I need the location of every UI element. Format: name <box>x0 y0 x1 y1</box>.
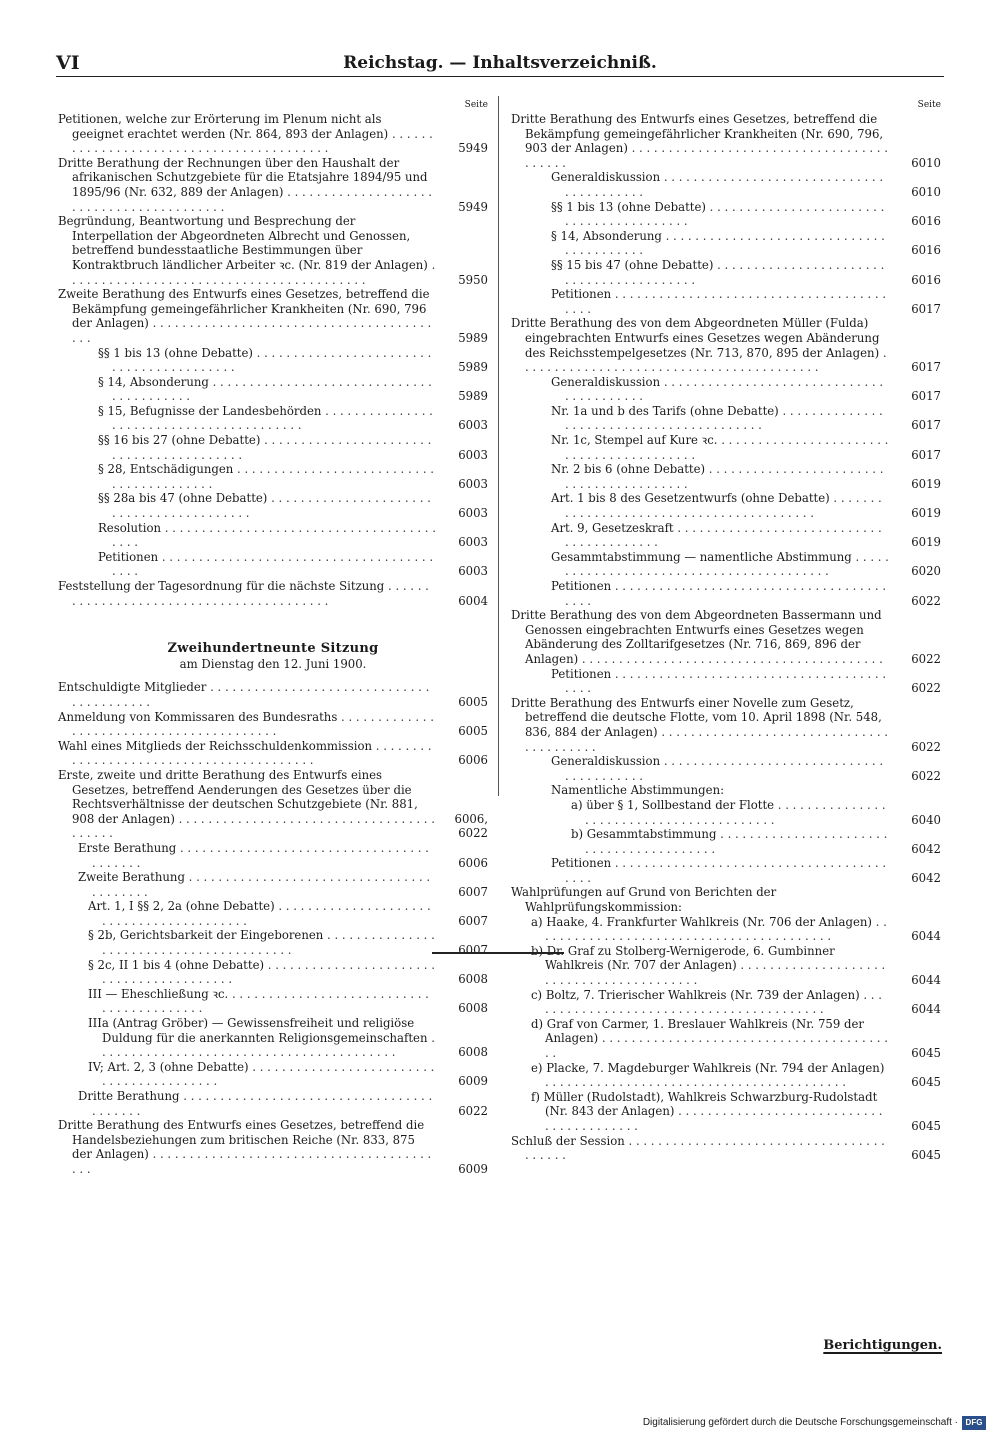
toc-entry <box>58 579 488 608</box>
toc-entry <box>58 899 488 928</box>
toc-entry-page: 6022 <box>911 593 941 608</box>
toc-entry-text: Nr. 2 bis 6 (ohne Debatte) . . . <box>551 462 883 491</box>
toc-entry <box>58 680 488 709</box>
toc-entry-page: 6020 <box>911 564 941 579</box>
toc-entry <box>58 156 488 214</box>
toc-entry-text: Art. 1 bis 8 des Gesetzentwurfs (ohne Debatte) . . . <box>551 491 882 520</box>
toc-entry <box>511 783 941 798</box>
toc-entry <box>511 798 941 827</box>
toc-entry-text: Petitionen . . . <box>98 550 433 579</box>
toc-entry <box>511 550 941 579</box>
toc-entry-page: 6022 <box>911 768 941 783</box>
toc-entry <box>58 112 488 156</box>
toc-entry-page: 5950 <box>458 272 488 287</box>
toc-entry-text: Gesammtabstimmung — namentliche Abstimmung . . . <box>551 550 889 579</box>
toc-entry-page: 6003 <box>458 535 488 550</box>
right-column <box>511 98 941 1163</box>
toc-entry-text: Begründung, Beantwortung und Besprechung der Interpellation der Abgeordneten Albrecht und Genossen, betreffend bundesstaatliche Bestimmungen über Kontraktbruch ländlicher Arbeiter ꝛc. (Nr. 819 der Anlagen) . . . <box>58 214 435 286</box>
toc-entry <box>58 1060 488 1089</box>
toc-entry-page: 6017 <box>911 360 941 375</box>
end-rule <box>432 952 564 954</box>
toc-entry-text: Feststellung der Tagesordnung für die nächste Sitzung . . . <box>58 579 429 608</box>
toc-entry <box>511 433 941 462</box>
toc-entry-page: 6042 <box>911 841 941 856</box>
toc-entry-page: 6022 <box>911 739 941 754</box>
toc-entry-text: Dritte Berathung . . . <box>78 1089 432 1118</box>
toc-entry <box>511 404 941 433</box>
toc-entry-text: Erste, zweite und dritte Berathung des Entwurfs eines Gesetzes, betreffend Aenderungen des Gesetzes über die Rechtsverhältnisse der deutschen Schutzgebiete (Nr. 881, 908 der Anlagen) . . . <box>58 768 435 840</box>
toc-entry-page: 6019 <box>911 535 941 550</box>
toc-entry-text: f) Müller (Rudolstadt), Wahlkreis Schwarzburg-Rudolstadt (Nr. 843 der Anlagen) . . . <box>531 1090 882 1133</box>
toc-entry-page: 6003 <box>458 447 488 462</box>
toc-entry-page: 6045 <box>911 1118 941 1133</box>
toc-entry <box>511 696 941 754</box>
toc-entry-text: §§ 28a bis 47 (ohne Debatte) . . . <box>98 491 431 520</box>
page-header <box>56 52 944 77</box>
toc-entry-page: 6007 <box>458 943 488 958</box>
dfg-logo: DFG <box>962 1416 986 1430</box>
toc-entry-text: Dritte Berathung des von dem Abgeordneten Bassermann und Genossen eingebrachten Entwurfs eines Gesetzes wegen Abänderung des Zolltarifgesetzes (Nr. 716, 869, 896 der Anlagen) . . . <box>511 608 883 666</box>
toc-entry-page: 6017 <box>911 418 941 433</box>
toc-entry-page: 6022 <box>911 651 941 666</box>
toc-entry-text: Entschuldigte Mitglieder . . . <box>58 680 429 709</box>
toc-entry-page: 6042 <box>911 870 941 885</box>
toc-entry-page: 6003 <box>458 418 488 433</box>
toc-entry-page: 6016 <box>911 214 941 229</box>
toc-entry <box>58 987 488 1016</box>
toc-entry-page: 6022 <box>458 1103 488 1118</box>
toc-entry-page: 6044 <box>911 1002 941 1017</box>
toc-entry-page: 6003 <box>458 476 488 491</box>
toc-entry <box>58 928 488 957</box>
toc-entry-page: 6008 <box>458 1001 488 1016</box>
toc-entry-page: 6007 <box>458 913 488 928</box>
toc-entry-page: 5949 <box>458 199 488 214</box>
toc-entry-text: c) Boltz, 7. Trierischer Wahlkreis (Nr. 739 der Anlagen) . . . <box>531 988 882 1017</box>
toc-entry-text: § 28, Entschädigungen . . . <box>98 462 434 491</box>
toc-entry <box>511 491 941 520</box>
toc-entry-text: § 15, Befugnisse der Landesbehörden . . . <box>98 404 433 433</box>
page-number: VI <box>56 52 80 74</box>
toc-entry-page: 5989 <box>458 389 488 404</box>
toc-entry <box>511 915 941 944</box>
toc-entry <box>511 112 941 170</box>
toc-entry <box>511 170 941 199</box>
toc-entry-text: Zweite Berathung des Entwurfs eines Gesetzes, betreffend die Bekämpfung gemeingefährlicher Krankheiten (Nr. 690, 796 der Anlagen) . . . <box>58 287 431 345</box>
toc-entry-page: 6003 <box>458 564 488 579</box>
session-date: am Dienstag den 12. Juni 1900. <box>179 656 367 671</box>
toc-entry-page: 6040 <box>911 812 941 827</box>
toc-entry-text: Petitionen . . . <box>551 667 886 696</box>
page-title: Reichstag. — Inhaltsverzeichniß. <box>343 53 657 73</box>
toc-entry <box>58 768 488 841</box>
toc-entry-page: 5989 <box>458 330 488 345</box>
toc-entry-page: 5989 <box>458 360 488 375</box>
toc-entry <box>511 229 941 258</box>
toc-entry <box>58 870 488 899</box>
toc-entry <box>511 200 941 229</box>
toc-entry <box>58 214 488 287</box>
toc-entry-text: Resolution . . . <box>98 521 436 550</box>
toc-entry <box>511 944 941 988</box>
toc-entry-text: Dritte Berathung des Entwurfs eines Gesetzes, betreffend die Handelsbeziehungen zum britischen Reiche (Nr. 833, 875 der Anlagen) . . . <box>58 1118 431 1176</box>
toc-entry-page: 6017 <box>911 389 941 404</box>
toc-entry-text: Wahl eines Mitglieds der Reichsschuldenkommission . . . <box>58 739 432 768</box>
toc-entry <box>511 1090 941 1134</box>
toc-entry-page: 6003 <box>458 506 488 521</box>
toc-entry <box>511 1017 941 1061</box>
toc-entry <box>58 346 488 375</box>
toc-entry-text: Art. 9, Gesetzeskraft . . . <box>551 521 882 550</box>
toc-entry <box>511 608 941 666</box>
seite-label-left: Seite <box>464 100 488 110</box>
right-entry-list <box>511 112 941 1163</box>
toc-entry-page: 6045 <box>911 1046 941 1060</box>
toc-entry-text: Art. 1, I §§ 2, 2a (ohne Debatte) . . . <box>88 899 431 928</box>
left-entry-list-2 <box>58 680 488 1176</box>
toc-entry <box>511 988 941 1017</box>
toc-entry <box>58 375 488 404</box>
toc-entry-text: Dritte Berathung des Entwurfs einer Novelle zum Gesetz, betreffend die deutsche Flotte, vom 10. April 1898 (Nr. 548, 836, 884 der Anlagen) . . . <box>511 696 888 754</box>
toc-entry-text: b) Dr. Graf zu Stolberg-Wernigerode, 6. Gumbinner Wahlkreis (Nr. 707 der Anlagen) . . . <box>531 944 885 987</box>
toc-entry-text: III — Eheschließung ꝛc. . . . <box>88 987 429 1016</box>
toc-entry-text: Zweite Berathung . . . <box>78 870 430 899</box>
toc-entry <box>511 462 941 491</box>
session-title: Zweihundertneunte Sitzung <box>167 641 379 657</box>
toc-entry-page: 6006, 6022 <box>454 811 488 841</box>
toc-entry-page: 6019 <box>911 476 941 491</box>
toc-entry-text: § 2b, Gerichtsbarkeit der Eingeborenen . . . <box>88 928 435 957</box>
toc-entry <box>58 739 488 768</box>
toc-entry-text: Nr. 1a und b des Tarifs (ohne Debatte) . . . <box>551 404 883 433</box>
toc-entry <box>58 710 488 739</box>
toc-entry-page: 5949 <box>458 141 488 156</box>
toc-entry <box>511 521 941 550</box>
toc-entry <box>511 258 941 287</box>
toc-entry <box>511 316 941 374</box>
toc-entry-text: a) Haake, 4. Frankfurter Wahlkreis (Nr. 706 der Anlagen) . . . <box>531 915 887 944</box>
toc-entry-text: Petitionen, welche zur Erörterung im Plenum nicht als geeignet erachtet werden (Nr. 864, 893 der Anlagen) . . . <box>58 112 433 155</box>
toc-entry-text: Generaldiskussion . . . <box>551 375 883 404</box>
toc-entry-text: § 2c, II 1 bis 4 (ohne Debatte) . . . <box>88 958 435 987</box>
toc-entry-text: § 14, Absonderung . . . <box>551 229 885 258</box>
toc-entry-page: 6044 <box>911 929 941 944</box>
toc-entry-text: §§ 1 bis 13 (ohne Debatte) . . . <box>551 200 884 229</box>
toc-entry-text: §§ 1 bis 13 (ohne Debatte) . . . <box>98 346 431 375</box>
toc-entry <box>511 856 941 885</box>
toc-entry <box>511 579 941 608</box>
toc-entry-text: Petitionen . . . <box>551 856 886 885</box>
toc-entry-text: Wahlprüfungen auf Grund von Berichten der Wahlprüfungskommission: <box>511 885 777 915</box>
toc-entry-text: Dritte Berathung des von dem Abgeordneten Müller (Fulda) eingebrachten Entwurfs eines Gesetzes wegen Abänderung des Reichsstempelgesetzes (Nr. 713, 870, 895 der Anlagen) . . . <box>511 316 887 374</box>
toc-entry-text: IIIa (Antrag Gröber) — Gewissensfreiheit und religiöse Duldung für die anerkannten Religionsgemeinschaften . . . <box>88 1016 435 1059</box>
toc-entry <box>511 1134 941 1163</box>
toc-entry-page: 6016 <box>911 243 941 258</box>
toc-entry-text: IV; Art. 2, 3 (ohne Debatte) . . . <box>88 1060 434 1089</box>
toc-entry-page: 6008 <box>458 1045 488 1060</box>
toc-entry <box>511 287 941 316</box>
seite-label-right: Seite <box>917 100 941 110</box>
toc-entry-page: 6009 <box>458 1074 488 1089</box>
toc-entry-text: Dritte Berathung der Rechnungen über den Haushalt der afrikanischen Schutzgebiete für die Etatsjahre 1894/95 und 1895/96 (Nr. 632, 889 der Anlagen) . . . <box>58 156 432 214</box>
toc-entry-page: 6010 <box>911 155 941 170</box>
toc-entry <box>511 885 941 914</box>
toc-entry-page: 6022 <box>911 681 941 696</box>
toc-entry-text: Namentliche Abstimmungen: <box>551 783 725 798</box>
toc-entry-page: 6008 <box>458 972 488 987</box>
toc-entry-text: §§ 16 bis 27 (ohne Debatte) . . . <box>98 433 431 462</box>
toc-entry-page: 6019 <box>911 506 941 521</box>
toc-entry-text: a) über § 1, Sollbestand der Flotte . . . <box>571 798 886 827</box>
toc-entry <box>511 375 941 404</box>
toc-entry-page: 6006 <box>458 753 488 768</box>
toc-entry-text: b) Gesammtabstimmung . . . <box>571 827 887 856</box>
toc-entry-page: 6006 <box>458 855 488 870</box>
toc-entry-page: 6005 <box>458 724 488 739</box>
toc-entry <box>58 433 488 462</box>
toc-entry-page: 6007 <box>458 884 488 899</box>
toc-entry-page: 6016 <box>911 272 941 287</box>
toc-entry-text: Anmeldung von Kommissaren des Bundesraths . . . <box>58 710 434 739</box>
toc-entry-text: Petitionen . . . <box>551 287 886 316</box>
toc-entry <box>58 491 488 520</box>
toc-entry <box>58 1118 488 1176</box>
toc-entry <box>511 754 941 783</box>
toc-entry <box>58 287 488 345</box>
berichtigungen-heading: Berichtigungen. <box>823 1338 942 1353</box>
toc-entry <box>58 550 488 579</box>
toc-entry-page: 6004 <box>458 593 488 608</box>
toc-entry-text: d) Graf von Carmer, 1. Breslauer Wahlkreis (Nr. 759 der Anlagen) . . . <box>531 1017 888 1060</box>
toc-entry-text: e) Placke, 7. Magdeburger Wahlkreis (Nr. 794 der Anlagen) . . . <box>531 1061 884 1090</box>
toc-entry-text: §§ 15 bis 47 (ohne Debatte) . . . <box>551 258 884 287</box>
toc-entry <box>58 521 488 550</box>
toc-entry-text: Dritte Berathung des Entwurfs eines Gesetzes, betreffend die Bekämpfung gemeingefährlicher Krankheiten (Nr. 690, 796, 903 der Anlagen) . . . <box>511 112 888 170</box>
toc-entry <box>58 1089 488 1118</box>
toc-entry <box>511 1061 941 1090</box>
footer-credit: Digitalisierung gefördert durch die Deutsche Forschungsgemeinschaft · <box>642 1417 958 1428</box>
toc-entry-page: 6005 <box>458 694 488 709</box>
toc-entry <box>58 462 488 491</box>
toc-entry-text: Nr. 1c, Stempel auf Kure ꝛc. . . . <box>551 433 888 462</box>
left-entry-list <box>58 112 488 608</box>
column-divider <box>498 96 499 796</box>
toc-entry-text: Petitionen . . . <box>551 579 886 608</box>
toc-entry-page: 6017 <box>911 447 941 462</box>
toc-entry-text: Schluß der Session . . . <box>511 1134 885 1163</box>
toc-entry-page: 6045 <box>911 1148 941 1163</box>
toc-entry-text: Erste Berathung . . . <box>78 841 429 870</box>
left-column <box>58 98 488 1177</box>
toc-entry-page: 6017 <box>911 301 941 316</box>
toc-entry-page: 6009 <box>458 1161 488 1176</box>
toc-entry <box>511 827 941 856</box>
toc-entry-page: 6045 <box>911 1075 941 1090</box>
toc-entry <box>58 841 488 870</box>
toc-entry-text: Generaldiskussion . . . <box>551 754 883 783</box>
toc-entry <box>58 404 488 433</box>
toc-entry-page: 6010 <box>911 184 941 199</box>
toc-entry-page: 6044 <box>911 973 941 988</box>
toc-entry-text: § 14, Absonderung . . . <box>98 375 432 404</box>
toc-entry <box>58 1016 488 1060</box>
toc-entry-text: Generaldiskussion . . . <box>551 170 883 199</box>
toc-entry <box>511 667 941 696</box>
toc-entry <box>58 958 488 987</box>
